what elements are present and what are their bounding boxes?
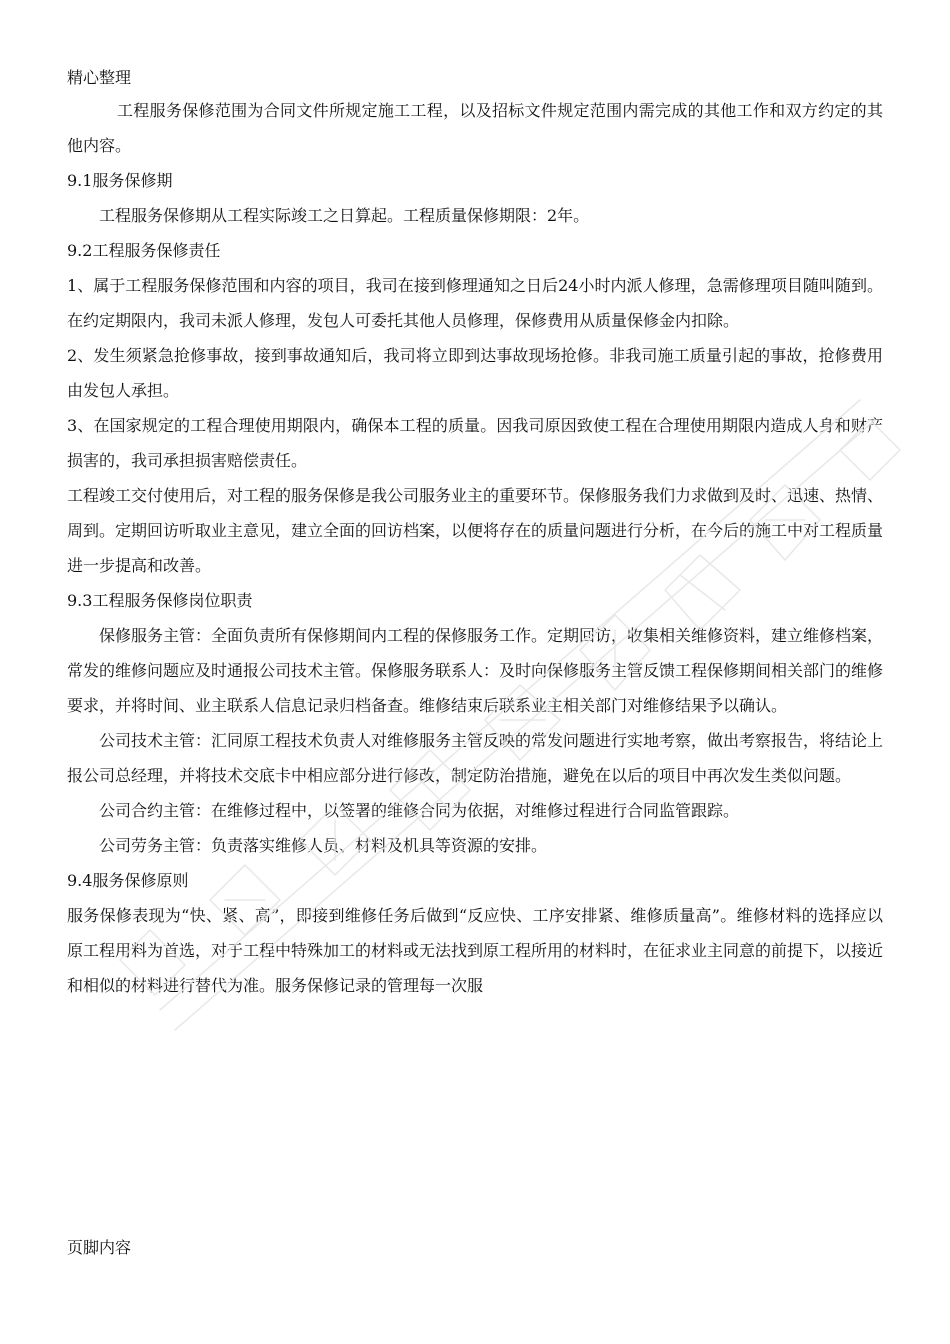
paragraph-scope: 工程服务保修范围为合同文件所规定施工工程，以及招标文件规定范围内需完成的其他工作和双方约定的其他内容。: [67, 101, 883, 155]
paragraph-responsibility-1: 1、属于工程服务保修范围和内容的项目，我司在接到修理通知之日后24小时内派人修理，急需修理项目随叫随到。在约定期限内，我司未派人修理，发包人可委托其他人员修理，保修费用从质量保修金内扣除。: [67, 276, 883, 330]
section-heading-9-4: 9.4服务保修原则: [67, 871, 189, 890]
paragraph-principles: 服务保修表现为“快、紧、高”，即接到维修任务后做到“反应快、工序安排紧、维修质量高”。维修材料的选择应以原工程用料为首选，对于工程中特殊加工的材料或无法找到原工程所用的材料时，在征求业主同意的前提下，以接近和相似的材料进行替代为准。服务保修记录的管理每一次服: [67, 906, 884, 995]
paragraph-after-delivery: 工程竣工交付使用后，对工程的服务保修是我公司服务业主的重要环节。保修服务我们力求做到及时、迅速、热情、周到。定期回访听取业主意见，建立全面的回访档案，以便将存在的质量问题进行分析，在今后的施工中对工程质量进一步提高和改善。: [67, 486, 884, 575]
paragraph-contract-manager: 公司合约主管：在维修过程中，以签署的维修合同为依据，对维修过程进行合同监管跟踪。: [99, 801, 740, 820]
paragraph-service-manager: 保修服务主管：全面负责所有保修期间内工程的保修服务工作。定期回访，收集相关维修资料，建立维修档案，常发的维修问题应及时通报公司技术主管。保修服务联系人：及时向保修服务主管反馈工程保修期间相关部门的维修要求，并将时间、业主联系人信息记录归档备查。维修结束后联系业主相关部门对维修结果予以确认。: [67, 626, 884, 715]
paragraph-technical-manager: 公司技术主管：汇同原工程技术负责人对维修服务主管反映的常发问题进行实地考察，做出考察报告，将结论上报公司总经理，并将技术交底卡中相应部分进行修改，制定防治措施，避免在以后的项目中再次发生类似问题。: [67, 731, 884, 785]
document-body: [67, 93, 883, 1003]
page-footer: 页脚内容: [67, 1238, 132, 1257]
paragraph-responsibility-2: 2、发生须紧急抢修事故，接到事故通知后，我司将立即到达事故现场抢修。非我司施工质量引起的事故，抢修费用由发包人承担。: [67, 346, 883, 400]
section-heading-9-1: 9.1服务保修期: [67, 171, 173, 190]
paragraph-labor-manager: 公司劳务主管：负责落实维修人员、材料及机具等资源的安排。: [99, 836, 548, 855]
page-header: 精心整理: [67, 68, 132, 87]
paragraph-warranty-period: 工程服务保修期从工程实际竣工之日算起。工程质量保修期限：2年。: [99, 206, 590, 225]
section-heading-9-3: 9.3工程服务保修岗位职责: [67, 591, 253, 610]
paragraph-responsibility-3: 3、在国家规定的工程合理使用期限内，确保本工程的质量。因我司原因致使工程在合理使用期限内造成人身和财产损害的，我司承担损害赔偿责任。: [67, 416, 883, 470]
section-heading-9-2: 9.2工程服务保修责任: [67, 241, 221, 260]
